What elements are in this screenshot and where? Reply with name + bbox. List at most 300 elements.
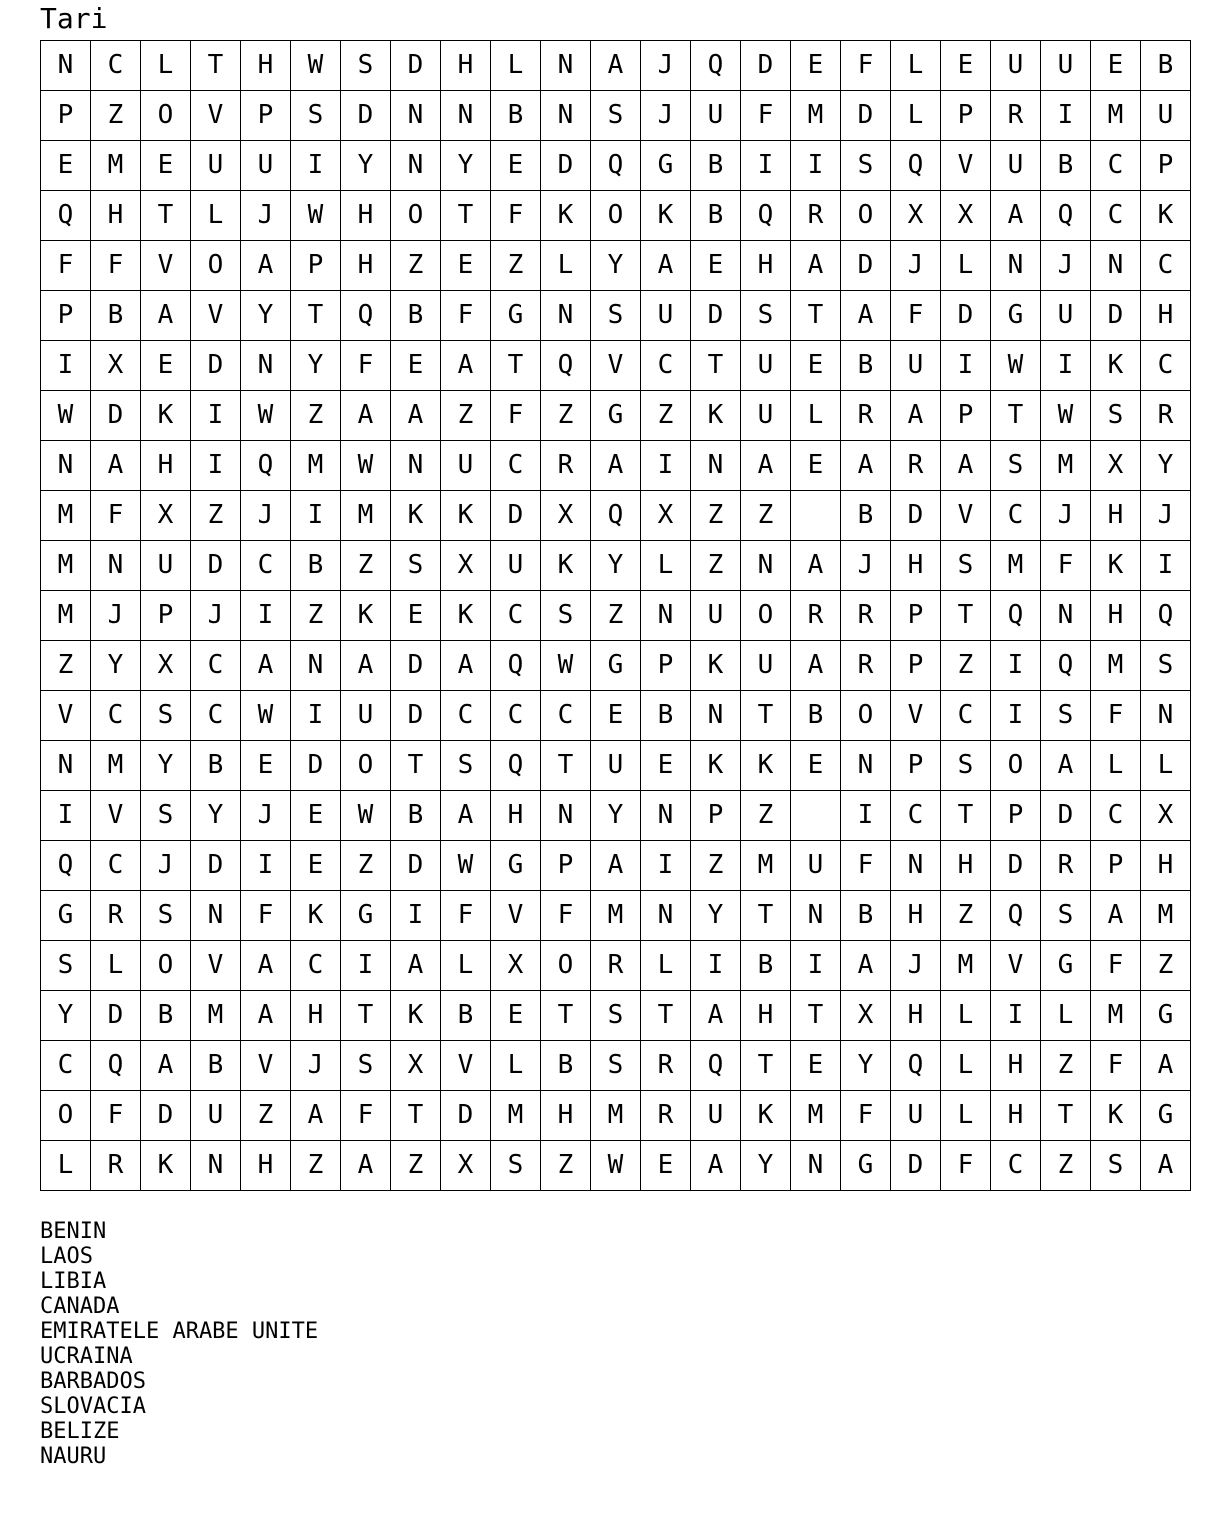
grid-cell[interactable]: C <box>191 641 241 691</box>
grid-cell[interactable]: L <box>641 941 691 991</box>
grid-cell[interactable]: E <box>391 341 441 391</box>
grid-cell[interactable]: S <box>1041 891 1091 941</box>
grid-cell[interactable]: K <box>541 191 591 241</box>
grid-cell[interactable]: Z <box>341 841 391 891</box>
grid-cell[interactable]: C <box>91 41 141 91</box>
grid-cell[interactable]: E <box>241 741 291 791</box>
grid-cell[interactable]: Z <box>441 391 491 441</box>
grid-cell[interactable]: S <box>991 441 1041 491</box>
grid-cell[interactable]: B <box>1041 141 1091 191</box>
grid-cell[interactable]: U <box>891 1091 941 1141</box>
grid-cell[interactable]: A <box>791 641 841 691</box>
grid-cell[interactable]: T <box>141 191 191 241</box>
grid-cell[interactable]: M <box>41 491 91 541</box>
grid-cell[interactable]: Q <box>491 741 541 791</box>
grid-cell[interactable]: J <box>891 941 941 991</box>
grid-cell[interactable]: Z <box>741 791 791 841</box>
grid-cell[interactable]: D <box>91 391 141 441</box>
grid-cell[interactable]: M <box>1091 991 1141 1041</box>
grid-cell[interactable]: Q <box>691 1041 741 1091</box>
grid-cell[interactable]: M <box>791 1091 841 1141</box>
grid-cell[interactable]: G <box>41 891 91 941</box>
grid-cell[interactable]: T <box>191 41 241 91</box>
grid-cell[interactable]: K <box>391 991 441 1041</box>
grid-cell[interactable]: N <box>191 891 241 941</box>
grid-cell[interactable]: K <box>1091 1091 1141 1141</box>
grid-cell[interactable]: V <box>991 941 1041 991</box>
grid-cell[interactable]: Z <box>391 1141 441 1191</box>
grid-cell[interactable]: K <box>541 541 591 591</box>
grid-cell[interactable]: Z <box>1041 1141 1091 1191</box>
grid-cell[interactable]: C <box>491 591 541 641</box>
grid-cell[interactable]: U <box>1041 291 1091 341</box>
grid-cell[interactable]: K <box>641 191 691 241</box>
grid-cell[interactable]: D <box>491 491 541 541</box>
grid-cell[interactable]: L <box>891 91 941 141</box>
grid-cell[interactable]: Q <box>991 891 1041 941</box>
grid-cell[interactable]: T <box>391 1091 441 1141</box>
grid-cell[interactable]: D <box>991 841 1041 891</box>
grid-cell[interactable]: Y <box>841 1041 891 1091</box>
grid-cell[interactable]: F <box>741 91 791 141</box>
grid-cell[interactable]: H <box>1141 291 1191 341</box>
grid-cell[interactable]: Y <box>741 1141 791 1191</box>
grid-cell[interactable]: X <box>1091 441 1141 491</box>
grid-cell[interactable]: T <box>491 341 541 391</box>
grid-cell[interactable]: Q <box>741 191 791 241</box>
grid-cell[interactable]: C <box>991 491 1041 541</box>
grid-cell[interactable]: I <box>391 891 441 941</box>
grid-cell[interactable]: A <box>141 291 191 341</box>
grid-cell[interactable]: J <box>241 791 291 841</box>
grid-cell[interactable]: E <box>791 741 841 791</box>
grid-cell[interactable]: L <box>1041 991 1091 1041</box>
grid-cell[interactable]: T <box>941 591 991 641</box>
grid-cell[interactable]: A <box>791 541 841 591</box>
grid-cell[interactable]: K <box>141 391 191 441</box>
grid-cell[interactable]: H <box>541 1091 591 1141</box>
grid-cell[interactable]: T <box>741 891 791 941</box>
grid-cell[interactable]: Q <box>341 291 391 341</box>
grid-cell[interactable]: D <box>341 91 391 141</box>
grid-cell[interactable]: A <box>641 241 691 291</box>
grid-cell[interactable]: U <box>691 91 741 141</box>
grid-cell[interactable]: A <box>591 441 641 491</box>
grid-cell[interactable]: D <box>941 291 991 341</box>
grid-cell[interactable]: A <box>1091 891 1141 941</box>
grid-cell[interactable]: L <box>541 241 591 291</box>
grid-cell[interactable]: K <box>141 1141 191 1191</box>
grid-cell[interactable]: Z <box>691 841 741 891</box>
grid-cell[interactable]: U <box>441 441 491 491</box>
grid-cell[interactable]: S <box>591 291 641 341</box>
grid-cell[interactable]: S <box>141 891 191 941</box>
grid-cell[interactable]: A <box>791 241 841 291</box>
grid-cell[interactable]: M <box>41 541 91 591</box>
grid-cell[interactable]: M <box>91 141 141 191</box>
grid-cell[interactable]: H <box>741 241 791 291</box>
grid-cell[interactable]: A <box>841 441 891 491</box>
grid-cell[interactable]: K <box>741 741 791 791</box>
grid-cell[interactable]: M <box>41 591 91 641</box>
grid-cell[interactable]: W <box>341 791 391 841</box>
grid-cell[interactable]: Y <box>41 991 91 1041</box>
grid-cell[interactable]: M <box>741 841 791 891</box>
grid-cell[interactable]: B <box>491 91 541 141</box>
grid-cell[interactable]: B <box>841 491 891 541</box>
grid-cell[interactable]: I <box>41 791 91 841</box>
grid-cell[interactable]: F <box>1091 1041 1141 1091</box>
grid-cell[interactable]: N <box>41 741 91 791</box>
grid-cell[interactable]: T <box>991 391 1041 441</box>
grid-cell[interactable]: H <box>941 841 991 891</box>
grid-cell[interactable]: C <box>491 691 541 741</box>
grid-cell[interactable]: A <box>841 941 891 991</box>
grid-cell[interactable]: P <box>1091 841 1141 891</box>
grid-cell[interactable] <box>791 491 841 541</box>
grid-cell[interactable]: C <box>941 691 991 741</box>
grid-cell[interactable]: R <box>591 941 641 991</box>
grid-cell[interactable]: U <box>891 341 941 391</box>
grid-cell[interactable]: G <box>641 141 691 191</box>
grid-cell[interactable]: M <box>341 491 391 541</box>
grid-cell[interactable]: E <box>41 141 91 191</box>
grid-cell[interactable]: A <box>341 1141 391 1191</box>
grid-cell[interactable]: B <box>441 991 491 1041</box>
grid-cell[interactable]: U <box>1041 41 1091 91</box>
grid-cell[interactable]: Z <box>291 391 341 441</box>
grid-cell[interactable]: T <box>1041 1091 1091 1141</box>
grid-cell[interactable]: C <box>991 1141 1041 1191</box>
grid-cell[interactable]: T <box>341 991 391 1041</box>
grid-cell[interactable]: U <box>191 1091 241 1141</box>
grid-cell[interactable]: J <box>241 191 291 241</box>
grid-cell[interactable]: I <box>991 641 1041 691</box>
grid-cell[interactable]: A <box>941 441 991 491</box>
grid-cell[interactable]: O <box>541 941 591 991</box>
grid-cell[interactable]: B <box>391 791 441 841</box>
grid-cell[interactable]: K <box>391 491 441 541</box>
grid-cell[interactable]: V <box>191 291 241 341</box>
grid-cell[interactable]: W <box>291 191 341 241</box>
grid-cell[interactable]: M <box>191 991 241 1041</box>
grid-cell[interactable]: T <box>941 791 991 841</box>
grid-cell[interactable]: C <box>891 791 941 841</box>
grid-cell[interactable]: S <box>591 91 641 141</box>
grid-cell[interactable]: T <box>391 741 441 791</box>
grid-cell[interactable]: A <box>841 291 891 341</box>
grid-cell[interactable]: B <box>291 541 341 591</box>
grid-cell[interactable]: J <box>291 1041 341 1091</box>
grid-cell[interactable]: E <box>141 141 191 191</box>
grid-cell[interactable]: Y <box>341 141 391 191</box>
grid-cell[interactable]: D <box>741 41 791 91</box>
grid-cell[interactable]: W <box>441 841 491 891</box>
grid-cell[interactable]: L <box>941 1041 991 1091</box>
grid-cell[interactable]: Q <box>1141 591 1191 641</box>
grid-cell[interactable]: T <box>741 691 791 741</box>
grid-cell[interactable]: F <box>441 291 491 341</box>
grid-cell[interactable]: K <box>291 891 341 941</box>
grid-cell[interactable]: J <box>1041 491 1091 541</box>
grid-cell[interactable]: S <box>941 541 991 591</box>
grid-cell[interactable]: N <box>641 791 691 841</box>
grid-cell[interactable]: Q <box>91 1041 141 1091</box>
grid-cell[interactable]: D <box>1091 291 1141 341</box>
grid-cell[interactable]: M <box>1091 641 1141 691</box>
grid-cell[interactable]: I <box>241 591 291 641</box>
grid-cell[interactable]: D <box>841 91 891 141</box>
grid-cell[interactable]: C <box>641 341 691 391</box>
grid-cell[interactable]: A <box>241 941 291 991</box>
grid-cell[interactable]: F <box>441 891 491 941</box>
grid-cell[interactable]: Q <box>691 41 741 91</box>
grid-cell[interactable]: C <box>241 541 291 591</box>
grid-cell[interactable]: Z <box>491 241 541 291</box>
grid-cell[interactable]: D <box>891 1141 941 1191</box>
grid-cell[interactable]: E <box>691 241 741 291</box>
grid-cell[interactable]: I <box>41 341 91 391</box>
grid-cell[interactable]: H <box>241 1141 291 1191</box>
grid-cell[interactable]: U <box>1141 91 1191 141</box>
grid-cell[interactable]: A <box>441 791 491 841</box>
grid-cell[interactable]: I <box>241 841 291 891</box>
grid-cell[interactable]: F <box>891 291 941 341</box>
grid-cell[interactable]: I <box>691 941 741 991</box>
grid-cell[interactable]: S <box>141 791 191 841</box>
grid-cell[interactable]: I <box>791 141 841 191</box>
grid-cell[interactable]: M <box>941 941 991 991</box>
grid-cell[interactable]: G <box>1141 991 1191 1041</box>
grid-cell[interactable]: X <box>441 1141 491 1191</box>
grid-cell[interactable]: Y <box>591 541 641 591</box>
grid-cell[interactable]: F <box>1041 541 1091 591</box>
grid-cell[interactable]: J <box>191 591 241 641</box>
grid-cell[interactable]: F <box>1091 941 1141 991</box>
grid-cell[interactable]: O <box>341 741 391 791</box>
grid-cell[interactable]: Y <box>291 341 341 391</box>
grid-cell[interactable]: Z <box>91 91 141 141</box>
grid-cell[interactable]: Q <box>41 841 91 891</box>
grid-cell[interactable]: Q <box>891 1041 941 1091</box>
grid-cell[interactable]: B <box>191 1041 241 1091</box>
grid-cell[interactable]: H <box>241 41 291 91</box>
grid-cell[interactable]: S <box>391 541 441 591</box>
grid-cell[interactable]: Z <box>1141 941 1191 991</box>
grid-cell[interactable]: H <box>891 991 941 1041</box>
grid-cell[interactable]: P <box>291 241 341 291</box>
grid-cell[interactable]: C <box>1091 791 1141 841</box>
grid-cell[interactable]: I <box>291 691 341 741</box>
grid-cell[interactable]: N <box>191 1141 241 1191</box>
grid-cell[interactable]: H <box>991 1091 1041 1141</box>
grid-cell[interactable]: O <box>191 241 241 291</box>
grid-cell[interactable]: V <box>941 491 991 541</box>
grid-cell[interactable]: D <box>391 41 441 91</box>
grid-cell[interactable]: J <box>241 491 291 541</box>
grid-cell[interactable]: S <box>741 291 791 341</box>
grid-cell[interactable]: E <box>141 341 191 391</box>
grid-cell[interactable]: F <box>91 491 141 541</box>
grid-cell[interactable]: M <box>591 1091 641 1141</box>
grid-cell[interactable]: B <box>791 691 841 741</box>
grid-cell[interactable]: X <box>941 191 991 241</box>
grid-cell[interactable]: K <box>441 591 491 641</box>
grid-cell[interactable]: D <box>1041 791 1091 841</box>
grid-cell[interactable]: Z <box>241 1091 291 1141</box>
grid-cell[interactable]: C <box>91 691 141 741</box>
grid-cell[interactable]: W <box>991 341 1041 391</box>
grid-cell[interactable]: E <box>791 41 841 91</box>
grid-cell[interactable]: X <box>491 941 541 991</box>
grid-cell[interactable]: U <box>691 591 741 641</box>
grid-cell[interactable]: I <box>291 141 341 191</box>
grid-cell[interactable]: P <box>891 591 941 641</box>
grid-cell[interactable]: T <box>741 1041 791 1091</box>
grid-cell[interactable]: F <box>41 241 91 291</box>
grid-cell[interactable]: B <box>1141 41 1191 91</box>
grid-cell[interactable]: L <box>1141 741 1191 791</box>
grid-cell[interactable]: G <box>841 1141 891 1191</box>
grid-cell[interactable]: I <box>1141 541 1191 591</box>
grid-cell[interactable]: Z <box>591 591 641 641</box>
grid-cell[interactable]: E <box>791 441 841 491</box>
grid-cell[interactable]: G <box>491 841 541 891</box>
grid-cell[interactable]: F <box>91 241 141 291</box>
grid-cell[interactable]: E <box>1091 41 1141 91</box>
grid-cell[interactable]: B <box>691 191 741 241</box>
grid-cell[interactable]: B <box>691 141 741 191</box>
grid-cell[interactable]: J <box>1141 491 1191 541</box>
grid-cell[interactable]: K <box>691 391 741 441</box>
grid-cell[interactable]: N <box>541 41 591 91</box>
grid-cell[interactable]: C <box>291 941 341 991</box>
grid-cell[interactable]: Z <box>541 1141 591 1191</box>
grid-cell[interactable]: P <box>241 91 291 141</box>
grid-cell[interactable]: W <box>591 1141 641 1191</box>
grid-cell[interactable]: A <box>241 641 291 691</box>
grid-cell[interactable]: B <box>191 741 241 791</box>
grid-cell[interactable]: T <box>541 991 591 1041</box>
grid-cell[interactable]: D <box>891 491 941 541</box>
grid-cell[interactable]: N <box>1141 691 1191 741</box>
grid-cell[interactable] <box>791 791 841 841</box>
grid-cell[interactable]: T <box>691 341 741 391</box>
grid-cell[interactable]: D <box>391 691 441 741</box>
grid-cell[interactable]: P <box>991 791 1041 841</box>
grid-cell[interactable]: F <box>491 191 541 241</box>
grid-cell[interactable]: R <box>841 641 891 691</box>
grid-cell[interactable]: P <box>641 641 691 691</box>
grid-cell[interactable]: P <box>1141 141 1191 191</box>
grid-cell[interactable]: F <box>1091 691 1141 741</box>
grid-cell[interactable]: V <box>41 691 91 741</box>
grid-cell[interactable]: E <box>391 591 441 641</box>
grid-cell[interactable]: A <box>91 441 141 491</box>
grid-cell[interactable]: N <box>41 41 91 91</box>
grid-cell[interactable]: C <box>191 691 241 741</box>
grid-cell[interactable]: A <box>241 241 291 291</box>
grid-cell[interactable]: E <box>791 1041 841 1091</box>
grid-cell[interactable]: Y <box>591 241 641 291</box>
grid-cell[interactable]: Y <box>141 741 191 791</box>
grid-cell[interactable]: R <box>841 391 891 441</box>
grid-cell[interactable]: N <box>1091 241 1141 291</box>
grid-cell[interactable]: H <box>91 191 141 241</box>
grid-cell[interactable]: A <box>891 391 941 441</box>
grid-cell[interactable]: C <box>91 841 141 891</box>
grid-cell[interactable]: K <box>1141 191 1191 241</box>
grid-cell[interactable]: M <box>91 741 141 791</box>
grid-cell[interactable]: S <box>1091 1141 1141 1191</box>
grid-cell[interactable]: G <box>991 291 1041 341</box>
grid-cell[interactable]: C <box>1091 191 1141 241</box>
grid-cell[interactable]: L <box>791 391 841 441</box>
grid-cell[interactable]: D <box>91 991 141 1041</box>
grid-cell[interactable]: P <box>941 91 991 141</box>
grid-cell[interactable]: N <box>291 641 341 691</box>
grid-cell[interactable]: D <box>441 1091 491 1141</box>
grid-cell[interactable]: B <box>541 1041 591 1091</box>
grid-cell[interactable]: O <box>841 691 891 741</box>
grid-cell[interactable]: M <box>1091 91 1141 141</box>
grid-cell[interactable]: N <box>791 891 841 941</box>
grid-cell[interactable]: N <box>691 441 741 491</box>
grid-cell[interactable]: N <box>891 841 941 891</box>
grid-cell[interactable]: X <box>1141 791 1191 841</box>
grid-cell[interactable]: A <box>441 641 491 691</box>
grid-cell[interactable]: V <box>941 141 991 191</box>
grid-cell[interactable]: I <box>991 691 1041 741</box>
grid-cell[interactable]: Y <box>191 791 241 841</box>
grid-cell[interactable]: S <box>1091 391 1141 441</box>
grid-cell[interactable]: R <box>791 591 841 641</box>
grid-cell[interactable]: D <box>291 741 341 791</box>
grid-cell[interactable]: T <box>641 991 691 1041</box>
grid-cell[interactable]: A <box>691 991 741 1041</box>
grid-cell[interactable]: U <box>141 541 191 591</box>
grid-cell[interactable]: F <box>341 1091 391 1141</box>
grid-cell[interactable]: K <box>691 641 741 691</box>
grid-cell[interactable]: R <box>1141 391 1191 441</box>
grid-cell[interactable]: I <box>841 791 891 841</box>
grid-cell[interactable]: L <box>941 991 991 1041</box>
grid-cell[interactable]: P <box>891 641 941 691</box>
grid-cell[interactable]: S <box>491 1141 541 1191</box>
grid-cell[interactable]: Z <box>941 641 991 691</box>
grid-cell[interactable]: D <box>841 241 891 291</box>
grid-cell[interactable]: Q <box>591 141 641 191</box>
grid-cell[interactable]: U <box>191 141 241 191</box>
grid-cell[interactable]: B <box>91 291 141 341</box>
grid-cell[interactable]: N <box>691 691 741 741</box>
grid-cell[interactable]: L <box>441 941 491 991</box>
grid-cell[interactable]: B <box>841 341 891 391</box>
grid-cell[interactable]: M <box>291 441 341 491</box>
grid-cell[interactable]: G <box>1041 941 1091 991</box>
grid-cell[interactable]: A <box>391 391 441 441</box>
grid-cell[interactable]: U <box>741 641 791 691</box>
grid-cell[interactable]: P <box>941 391 991 441</box>
grid-cell[interactable]: I <box>791 941 841 991</box>
grid-cell[interactable]: V <box>191 91 241 141</box>
grid-cell[interactable]: C <box>41 1041 91 1091</box>
grid-cell[interactable]: Q <box>41 191 91 241</box>
grid-cell[interactable]: N <box>391 141 441 191</box>
grid-cell[interactable]: E <box>941 41 991 91</box>
grid-cell[interactable]: S <box>591 1041 641 1091</box>
grid-cell[interactable]: B <box>841 891 891 941</box>
